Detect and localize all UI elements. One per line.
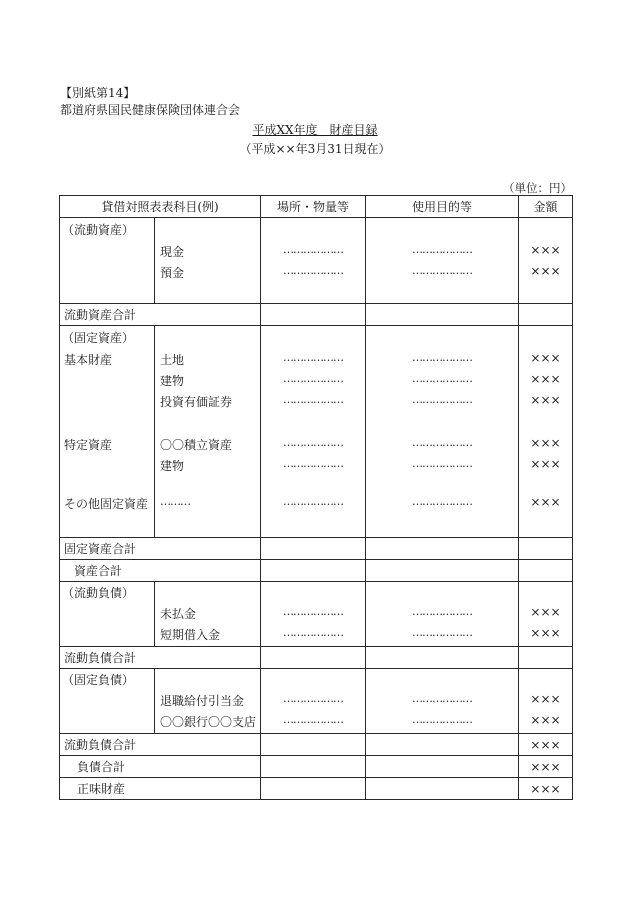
column-header-account: 貸借対照表表科目(例) (60, 196, 261, 218)
empty-cell (261, 560, 366, 582)
amount-placeholder: ××× (530, 264, 561, 278)
current-liabilities-items-cell (155, 582, 261, 647)
fixed-liabilities-heading: （固定負債） (62, 673, 135, 687)
dot-leader: ……………… (412, 436, 472, 449)
fixed-assets-section (60, 326, 573, 538)
specified-assets-label: 特定資産 (64, 438, 113, 452)
net-assets-label (60, 778, 261, 800)
list-item: 〇〇積立資産 (160, 438, 233, 452)
fixed-liabilities-total-row (60, 734, 573, 756)
empty-cell (366, 734, 519, 756)
dot-leader: ……………… (283, 713, 343, 726)
dot-leader: ……………… (412, 351, 472, 364)
current-liabilities-heading-cell (60, 582, 155, 647)
empty-cell (519, 304, 573, 326)
fixed-assets-location-cell (261, 326, 366, 538)
dot-leader: ……………… (283, 457, 343, 470)
dot-leader: ……………… (283, 495, 343, 508)
fixed-liabilities-heading-cell (60, 669, 155, 734)
fixed-liabilities-items-cell (155, 669, 261, 734)
empty-cell (366, 756, 519, 778)
current-assets-total-row (60, 304, 573, 326)
liability-total-row (60, 756, 573, 778)
amount-placeholder: ××× (530, 393, 561, 407)
dot-leader: ……………… (283, 243, 343, 256)
fixed-liabilities-total-amount: ××× (519, 734, 573, 756)
current-liabilities-location-cell (261, 582, 366, 647)
asset-total-label (60, 560, 261, 582)
list-item: 現金 (160, 245, 185, 259)
fixed-assets-total-row (60, 538, 573, 560)
amount-placeholder: ××× (530, 495, 561, 509)
fixed-liabilities-amount-cell (519, 669, 573, 734)
dot-leader: ……………… (412, 605, 472, 618)
list-item: 投資有価証券 (160, 395, 233, 409)
empty-cell (261, 756, 366, 778)
document-label: 【別紙第14】 (60, 86, 136, 100)
fixed-assets-heading: （固定資産） (62, 331, 135, 345)
empty-cell (519, 538, 573, 560)
fixed-assets-total-text: 固定資産合計 (64, 542, 137, 556)
list-item: 短期借入金 (160, 628, 221, 642)
basic-property-label: 基本財産 (64, 353, 113, 367)
dot-leader: ……………… (283, 393, 343, 406)
other-fixed-assets-label: その他固定資産 (64, 497, 149, 511)
dot-leader: ……………… (412, 264, 472, 277)
fixed-assets-label-cell (60, 326, 155, 538)
fixed-liabilities-total-text: 流動負債合計 (64, 738, 137, 752)
amount-placeholder: ××× (530, 692, 561, 706)
dot-leader: ……………… (412, 372, 472, 385)
liability-total-label (60, 756, 261, 778)
dot-leader: ……………… (283, 264, 343, 277)
current-liabilities-amount-cell (519, 582, 573, 647)
net-assets-amount: ××× (519, 778, 573, 800)
dot-leader: ……………… (283, 626, 343, 639)
fixed-liabilities-total-label (60, 734, 261, 756)
current-liabilities-heading: （流動負債） (62, 586, 135, 600)
empty-cell (366, 778, 519, 800)
unit-note: （単位：円） (503, 181, 572, 195)
empty-cell (366, 647, 519, 669)
current-assets-amount-cell (519, 218, 573, 304)
current-liabilities-total-text: 流動負債合計 (64, 651, 137, 665)
column-header-location: 場所・物量等 (261, 196, 366, 218)
amount-placeholder: ××× (530, 243, 561, 257)
amount-placeholder: ××× (530, 372, 561, 386)
amount-placeholder: ××× (530, 713, 561, 727)
dot-leader: ……………… (283, 372, 343, 385)
amount-placeholder: ××× (530, 436, 561, 450)
dot-leader: ……………… (283, 436, 343, 449)
dot-leader: ……………… (412, 713, 472, 726)
empty-cell (366, 304, 519, 326)
liability-total-amount: ××× (519, 756, 573, 778)
empty-cell (261, 778, 366, 800)
empty-cell (261, 734, 366, 756)
list-item: 建物 (160, 374, 185, 388)
current-assets-heading-cell (60, 218, 155, 304)
fixed-assets-amount-cell (519, 326, 573, 538)
amount-placeholder: ××× (530, 351, 561, 365)
list-item: 預金 (160, 266, 185, 280)
fixed-assets-total-label (60, 538, 261, 560)
empty-cell (519, 647, 573, 669)
current-liabilities-purpose-cell (366, 582, 519, 647)
empty-cell (261, 304, 366, 326)
empty-cell (519, 560, 573, 582)
dot-leader: ……………… (283, 605, 343, 618)
dot-leader: ……………… (283, 351, 343, 364)
list-item: 未払金 (160, 607, 197, 621)
list-item: 〇〇銀行〇〇支店 (160, 715, 257, 729)
empty-cell (261, 538, 366, 560)
fixed-assets-purpose-cell (366, 326, 519, 538)
current-liabilities-total-row (60, 647, 573, 669)
empty-cell (366, 560, 519, 582)
amount-placeholder: ××× (530, 626, 561, 640)
current-liabilities-section (60, 582, 573, 647)
dot-leader: ……………… (412, 692, 472, 705)
amount-placeholder: ××× (530, 457, 561, 471)
list-item: 土地 (160, 353, 185, 367)
liability-total-text: 負債合計 (77, 760, 126, 774)
current-assets-section (60, 218, 573, 304)
net-assets-text: 正味財産 (77, 782, 126, 796)
document-subtitle: （平成××年3月31日現在） (239, 142, 391, 156)
fixed-liabilities-purpose-cell (366, 669, 519, 734)
dot-leader: ……… (160, 495, 190, 508)
current-assets-heading: （流動資産） (62, 223, 135, 237)
asset-total-row (60, 560, 573, 582)
fixed-liabilities-location-cell (261, 669, 366, 734)
list-item: 建物 (160, 459, 185, 473)
dot-leader: ……………… (412, 393, 472, 406)
current-liabilities-total-label (60, 647, 261, 669)
fixed-assets-items-cell (155, 326, 261, 538)
current-assets-items-cell (155, 218, 261, 304)
dot-leader: ……………… (283, 692, 343, 705)
empty-cell (261, 647, 366, 669)
current-assets-total-text: 流動資産合計 (64, 308, 137, 322)
column-header-purpose: 使用目的等 (366, 196, 519, 218)
current-assets-purpose-cell (366, 218, 519, 304)
dot-leader: ……………… (412, 457, 472, 470)
table-header-row (60, 196, 573, 218)
dot-leader: ……………… (412, 495, 472, 508)
document-title (0, 121, 630, 138)
current-assets-location-cell (261, 218, 366, 304)
amount-placeholder: ××× (530, 605, 561, 619)
empty-cell (366, 538, 519, 560)
dot-leader: ……………… (412, 243, 472, 256)
dot-leader: ……………… (412, 626, 472, 639)
fixed-liabilities-section (60, 669, 573, 734)
document-title-text: 平成XX年度 財産目録 (252, 123, 378, 137)
asset-total-text: 資産合計 (74, 564, 123, 578)
property-inventory-table (59, 195, 573, 800)
column-header-amount: 金額 (519, 196, 573, 218)
net-assets-row (60, 778, 573, 800)
list-item: 退職給付引当金 (160, 694, 245, 708)
organization-name: 都道府県国民健康保険団体連合会 (60, 103, 241, 117)
current-assets-total-label (60, 304, 261, 326)
